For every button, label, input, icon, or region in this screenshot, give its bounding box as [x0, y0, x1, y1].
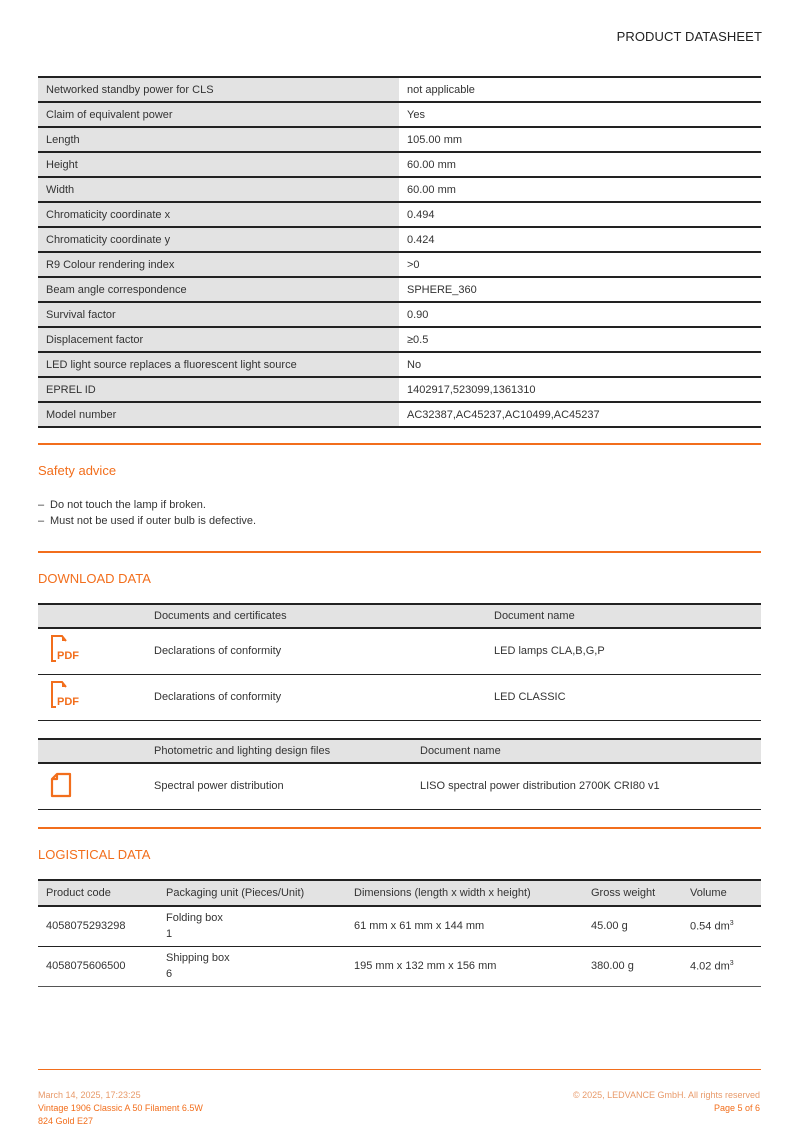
table-row	[38, 946, 761, 986]
document-name-link[interactable]: LISO spectral power distribution 2700K CRI80 v1	[420, 780, 660, 793]
table-row	[38, 302, 761, 327]
packaging-unit: Folding box	[166, 912, 223, 925]
table-row	[38, 127, 761, 152]
gross-weight: 380.00 g	[591, 960, 634, 972]
section-divider	[38, 551, 761, 553]
spec-value: 60.00 mm	[407, 183, 456, 196]
svg-text:PDF: PDF	[57, 695, 79, 708]
product-code: 4058075606500	[46, 960, 126, 972]
spec-key: LED light source replaces a fluorescent light source	[38, 352, 399, 377]
spec-value: ≥0.5	[407, 333, 429, 346]
documents-table	[38, 603, 761, 721]
footer-right	[573, 1089, 760, 1115]
pdf-icon[interactable]	[48, 679, 82, 713]
safety-advice-title: Safety advice	[38, 463, 117, 478]
spec-key: R9 Colour rendering index	[38, 252, 399, 277]
table-row	[38, 377, 761, 402]
spec-key: Chromaticity coordinate x	[38, 202, 399, 227]
footer-copyright: © 2025, LEDVANCE GmbH. All rights reserved	[572, 1090, 760, 1100]
safety-advice-list	[38, 497, 256, 529]
table-row	[38, 906, 761, 946]
document-type: Declarations of conformity	[154, 645, 282, 658]
table-row	[38, 402, 761, 427]
table-row	[38, 227, 761, 252]
table-row	[38, 352, 761, 377]
spec-key: Chromaticity coordinate y	[38, 227, 399, 252]
spec-key: Survival factor	[38, 302, 399, 327]
logistical-data-title: LOGISTICAL DATA	[38, 847, 151, 862]
column-header: Documents and certificates	[154, 610, 287, 622]
column-header: Gross weight	[591, 887, 656, 899]
table-header-row	[38, 604, 761, 628]
spec-key: Width	[38, 177, 399, 202]
safety-advice-item: – Must not be used if outer bulb is defective.	[38, 515, 257, 527]
spec-table	[38, 76, 761, 428]
spec-value: No	[407, 358, 422, 371]
spec-value: not applicable	[407, 83, 475, 96]
spec-key: Length	[38, 127, 399, 152]
photometric-files-table	[38, 738, 761, 810]
column-header: Document name	[420, 745, 501, 757]
document-row[interactable]	[38, 763, 761, 809]
column-header: Dimensions (length x width x height)	[354, 887, 531, 899]
table-row	[38, 202, 761, 227]
column-header: Product code	[46, 887, 111, 899]
column-header: Document name	[494, 610, 575, 622]
table-row	[38, 77, 761, 102]
table-header-row	[38, 739, 761, 763]
spec-key: Model number	[38, 402, 399, 427]
volume: 0.54 $dm^3$	[690, 919, 734, 933]
spec-key: Claim of equivalent power	[38, 102, 399, 127]
volume: 4.02 $dm^3$	[690, 959, 734, 973]
document-name-link[interactable]: LED CLASSIC	[494, 691, 566, 703]
page-number: Page 5 of 6	[713, 1103, 760, 1113]
spec-value: 60.00 mm	[407, 158, 456, 171]
section-divider	[38, 827, 761, 829]
page-header-title: PRODUCT DATASHEET	[616, 29, 762, 44]
logistics-table	[38, 879, 761, 987]
table-row	[38, 252, 761, 277]
section-divider	[38, 443, 761, 445]
column-header: Photometric and lighting design files	[154, 745, 331, 757]
spec-value: AC32387,AC45237,AC10499,AC45237	[407, 408, 600, 421]
table-row	[38, 327, 761, 352]
spec-value: 1402917,523099,1361310	[407, 383, 536, 396]
footer-date: March 14, 2025, 17:23:25	[38, 1090, 141, 1100]
download-data-title: DOWNLOAD DATA	[38, 571, 151, 586]
spec-value: 0.494	[407, 208, 435, 221]
gross-weight: 45.00 g	[591, 920, 628, 933]
dimensions: 195 mm x 132 mm x 156 mm	[354, 960, 497, 972]
document-type: Spectral power distribution	[154, 780, 284, 793]
safety-advice-item: – Do not touch the lamp if broken.	[38, 499, 206, 511]
table-row	[38, 177, 761, 202]
packaging-unit: Shipping box	[166, 952, 230, 964]
table-row	[38, 277, 761, 302]
spec-value: SPHERE_360	[407, 283, 477, 296]
spec-key: Networked standby power for CLS	[38, 77, 399, 102]
footer-product-name: Vintage 1906 Classic A 50 Filament 6.5W	[38, 1103, 203, 1113]
document-row[interactable]	[38, 628, 761, 674]
document-name-link[interactable]: LED lamps CLA,B,G,P	[494, 645, 605, 658]
product-code: 4058075293298	[46, 920, 126, 933]
spec-key: Displacement factor	[38, 327, 399, 352]
column-header: Volume	[690, 887, 727, 899]
spec-value: 0.424	[407, 233, 435, 246]
spec-key: Height	[38, 152, 399, 177]
pdf-icon[interactable]	[48, 633, 82, 667]
document-type: Declarations of conformity	[154, 691, 282, 703]
pieces-per-unit: 1	[166, 928, 173, 941]
spec-key: EPREL ID	[38, 377, 399, 402]
table-row	[38, 152, 761, 177]
column-header: Packaging unit (Pieces/Unit)	[166, 887, 305, 899]
footer-product-name-cont: 824 Gold E27	[38, 1116, 94, 1126]
spec-value: 0.90	[407, 308, 429, 321]
document-row[interactable]	[38, 674, 761, 720]
pieces-per-unit: 6	[166, 968, 173, 980]
table-header-row	[38, 880, 761, 906]
dimensions: 61 mm x 61 mm x 144 mm	[354, 920, 485, 933]
spec-value: Yes	[407, 108, 425, 121]
file-icon[interactable]	[48, 771, 76, 799]
svg-text:PDF: PDF	[57, 649, 79, 662]
footer-left	[38, 1089, 203, 1128]
footer-divider	[38, 1069, 761, 1070]
table-row	[38, 102, 761, 127]
spec-key: Beam angle correspondence	[38, 277, 399, 302]
spec-value: 105.00 mm	[407, 133, 463, 146]
spec-value: >0	[407, 258, 420, 271]
